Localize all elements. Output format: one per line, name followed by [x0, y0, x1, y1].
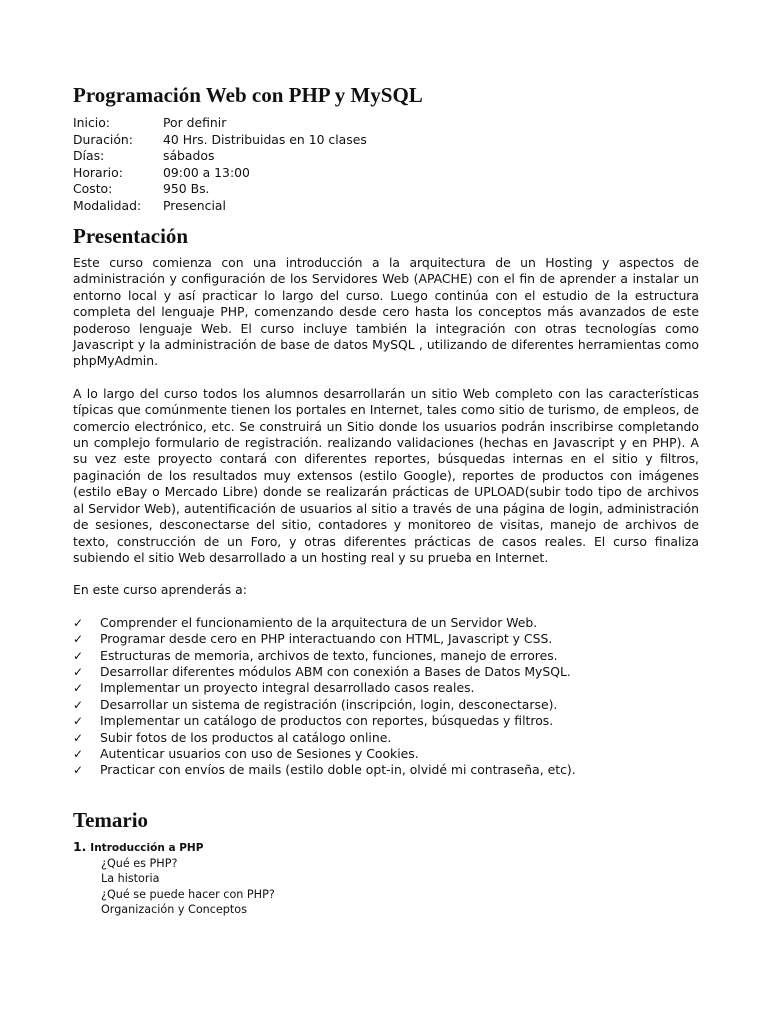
info-value: 950 Bs. — [163, 181, 210, 196]
list-item-text: Implementar un proyecto integral desarrollado casos reales. — [100, 680, 475, 696]
info-key: Días: — [73, 148, 105, 163]
presentacion-heading: Presentación — [73, 224, 189, 248]
info-value: Por definir — [163, 115, 227, 130]
checkmark-icon: ✓ — [73, 615, 84, 630]
presentacion-paragraph-2: A lo largo del curso todos los alumnos desarrollarán un sitio Web completo con las características típicas que comúnmente tienen los portales en Internet, tales como sitio de turismo, de empleos, de comercio electrónico, etc. Se construirá un Sitio donde los usuarios podrán inscribirse completando un complejo formulario de registración. realizando validaciones (hechas en Javascript y en PHP). A su vez este proyecto contará con diferentes reportes, búsquedas internas en el sitio y filtros, paginación de los resultados muy extensos (estilo Google), reportes de productos con imágenes (estilo eBay o Mercado Libre) donde se realizarán prácticas de UPLOAD(subir todo tipo de archivos al Servidor Web), autentificación de usuarios al sitio a través de una página de login, administración de sesiones, desconectarse del sitio, contadores y monitoreo de visitas, manejo de archivos de texto, construcción de un Foro, y otras diferentes prácticas de casos reales. El curso finaliza subiendo el sitio Web desarrollado a un hosting real y su prueba en Internet. — [73, 385, 699, 565]
info-value: sábados — [163, 148, 215, 163]
info-key: Costo: — [73, 181, 113, 196]
info-key: Modalidad: — [73, 197, 142, 213]
learn-intro: En este curso aprenderás a: — [73, 582, 247, 598]
info-key: Inicio: — [73, 115, 110, 130]
document-page — [73, 82, 699, 917]
info-value: Presencial — [163, 197, 226, 213]
list-item — [73, 648, 699, 664]
info-key: Horario: — [73, 164, 123, 180]
checkmark-icon: ✓ — [73, 632, 84, 647]
learn-list — [73, 615, 699, 779]
info-row-modalidad — [73, 198, 699, 215]
list-item-text: Programar desde cero en PHP interactuando con HTML, Javascript y CSS. — [100, 631, 553, 647]
document-title: Programación Web con PHP y MySQL — [73, 83, 423, 107]
info-value: 40 Hrs. Distribuidas en 10 clases — [163, 131, 367, 147]
topic-item: La historia — [101, 872, 160, 886]
list-item-text: Subir fotos de los productos al catálogo online. — [100, 729, 392, 745]
list-item-text: Estructuras de memoria, archivos de texto, funciones, manejo de errores. — [100, 647, 558, 663]
list-item-text: Practicar con envíos de mails (estilo doble opt-in, olvidé mi contraseña, etc). — [100, 762, 576, 778]
list-item-text: Comprender el funcionamiento de la arquitectura de un Servidor Web. — [100, 614, 538, 630]
checkmark-icon: ✓ — [73, 763, 84, 778]
list-item-text: Desarrollar un sistema de registración (inscripción, login, desconectarse). — [100, 696, 558, 712]
info-value: 09:00 a 13:00 — [163, 164, 250, 180]
checkmark-icon: ✓ — [73, 697, 84, 712]
list-item — [73, 697, 699, 713]
list-item — [73, 762, 699, 778]
list-item — [73, 615, 699, 631]
presentacion-paragraph-1: Este curso comienza con una introducción a la arquitectura de un Hosting y aspectos de administración y configuración de los Servidores Web (APACHE) con el fin de aprender a instalar un entorno local y así practicar lo largo del curso. Luego continúa con el estudio de la estructura completa del lenguaje PHP, comenzando desde cero hasta los conceptos más avanzados de este poderoso lenguaje Web. El curso incluye también la integración con otras tecnologías como Javascript y la administración de base de datos MySQL , utilizando de diferentes herramientas como phpMyAdmin. — [73, 255, 699, 369]
list-item — [73, 631, 699, 647]
list-item — [73, 664, 699, 680]
checkmark-icon: ✓ — [73, 648, 84, 663]
list-item-text: Implementar un catálogo de productos con reportes, búsquedas y filtros. — [100, 713, 554, 729]
module-number: 1. — [73, 838, 87, 854]
info-row-dias — [73, 148, 699, 165]
topic-item: ¿Qué se puede hacer con PHP? — [101, 887, 275, 901]
module-title — [73, 839, 699, 856]
checkmark-icon: ✓ — [73, 681, 84, 696]
topic-item: Organización y Conceptos — [101, 903, 247, 916]
module-name: Introducción a PHP — [90, 841, 204, 854]
temario-heading: Temario — [73, 807, 149, 832]
list-item-text: Desarrollar diferentes módulos ABM con conexión a Bases de Datos MySQL. — [100, 663, 571, 679]
info-row-costo — [73, 181, 699, 198]
course-info — [73, 115, 699, 214]
topic-item: ¿Qué es PHP? — [101, 856, 178, 870]
paragraph-spacer — [73, 370, 699, 386]
info-row-duracion — [73, 132, 699, 149]
list-item — [73, 730, 699, 746]
info-row-horario — [73, 165, 699, 182]
list-item — [73, 713, 699, 729]
list-item — [73, 680, 699, 696]
topic-list — [73, 856, 699, 918]
checkmark-icon: ✓ — [73, 714, 84, 729]
list-item — [73, 746, 699, 762]
checkmark-icon: ✓ — [73, 746, 84, 761]
info-key: Duración: — [73, 131, 133, 147]
info-row-inicio — [73, 115, 699, 132]
checkmark-icon: ✓ — [73, 730, 84, 745]
list-item-text: Autenticar usuarios con uso de Sesiones y Cookies. — [100, 745, 419, 761]
checkmark-icon: ✓ — [73, 664, 84, 679]
